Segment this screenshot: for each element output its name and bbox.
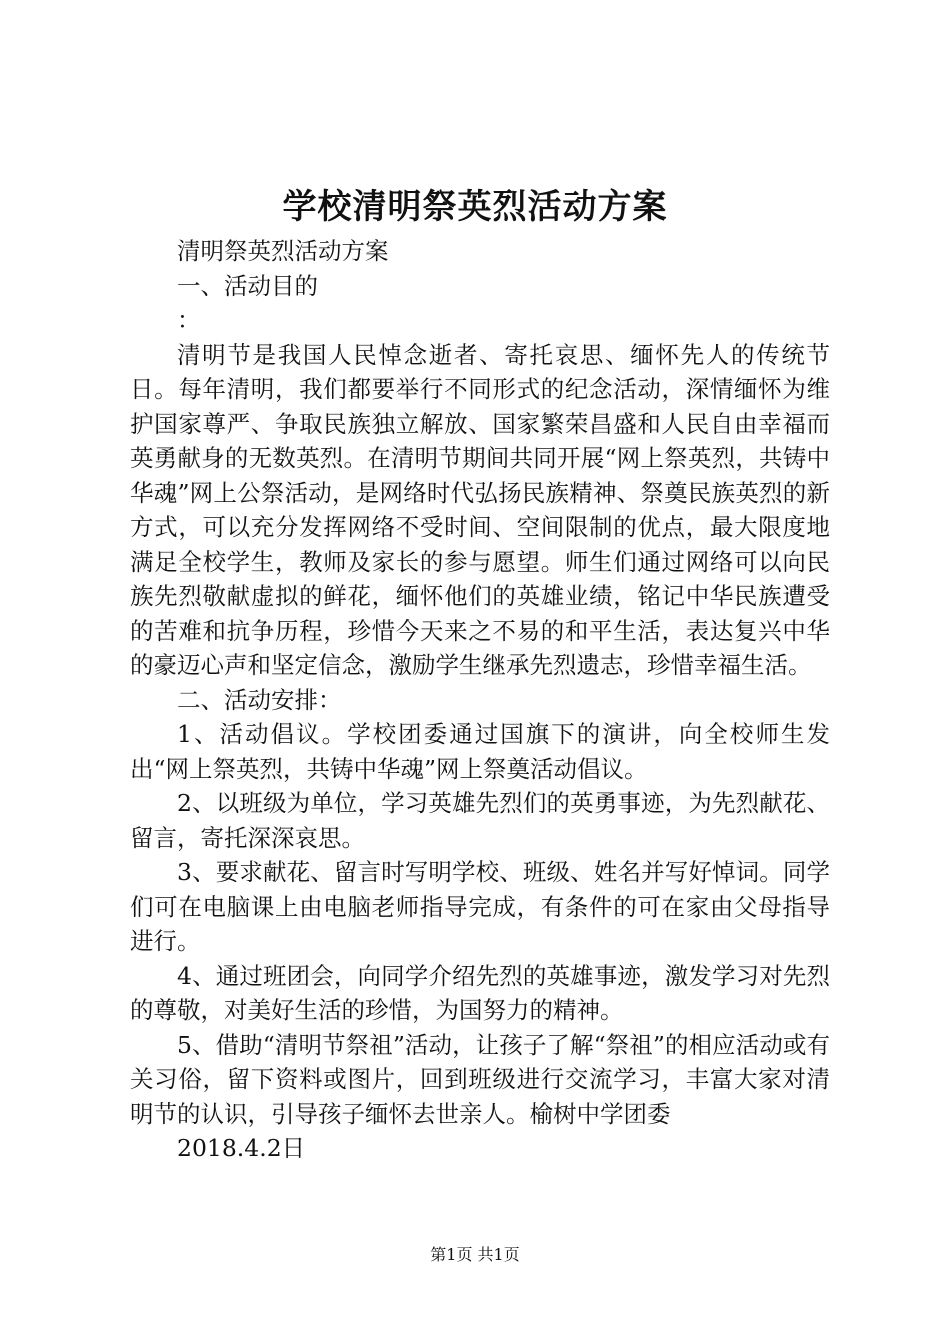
arrangement-item-1: 1、活动倡议。学校团委通过国旗下的演讲，向全校师生发出“网上祭英烈，共铸中华魂”网上祭奠活动倡议。 <box>130 720 830 783</box>
purpose-paragraph: 清明节是我国人民悼念逝者、寄托哀思、缅怀先人的传统节日。每年清明，我们都要举行不同形式的纪念活动，深情缅怀为维护国家尊严、争取民族独立解放、国家繁荣昌盛和人民自由幸福而英勇献身的无数英烈。在清明节期间共同开展“网上祭英烈，共铸中华魂”网上公祭活动，是网络时代弘扬民族精神、祭奠民族英烈的新方式，可以充分发挥网络不受时间、空间限制的优点，最大限度地满足全校学生，教师及家长的参与愿望。师生们通过网络可以向民族先烈敬献虚拟的鲜花，缅怀他们的英雄业绩，铭记中华民族遭受的苦难和抗争历程，珍惜今天来之不易的和平生活，表达复兴中华的豪迈心声和坚定信念，激励学生继承先烈遗志，珍惜幸福生活。 <box>130 340 830 679</box>
arrangement-item-4: 4、通过班团会，向同学介绍先烈的英雄事迹，激发学习对先烈的尊敬，对美好生活的珍惜，为国努力的精神。 <box>130 961 830 1024</box>
document-title: 学校清明祭英烈活动方案 <box>282 187 668 227</box>
section-heading-purpose: 一、活动目的 <box>177 271 318 300</box>
arrangement-item-5: 5、借助“清明节祭祖”活动，让孩子了解“祭祖”的相应活动或有关习俗，留下资料或图片，回到班级进行交流学习，丰富大家对清明节的认识，引导孩子缅怀去世亲人。榆树中学团委 <box>130 1030 830 1128</box>
section-heading-arrangement: 二、活动安排： <box>177 685 342 714</box>
arrangement-item-3: 3、要求献花、留言时写明学校、班级、姓名并写好悼词。同学们可在电脑课上由电脑老师指导完成，有条件的可在家由父母指导进行。 <box>130 858 830 955</box>
colon-line: ： <box>177 306 201 334</box>
page-footer: 第1页 共1页 <box>430 1245 520 1264</box>
document-body <box>130 234 830 1166</box>
arrangement-item-2: 2、以班级为单位，学习英雄先烈们的英勇事迹，为先烈献花、留言，寄托深深哀思。 <box>130 789 830 852</box>
subtitle-paragraph: 清明祭英烈活动方案 <box>177 237 389 265</box>
date-line: 2018.4.2日 <box>177 1134 306 1162</box>
